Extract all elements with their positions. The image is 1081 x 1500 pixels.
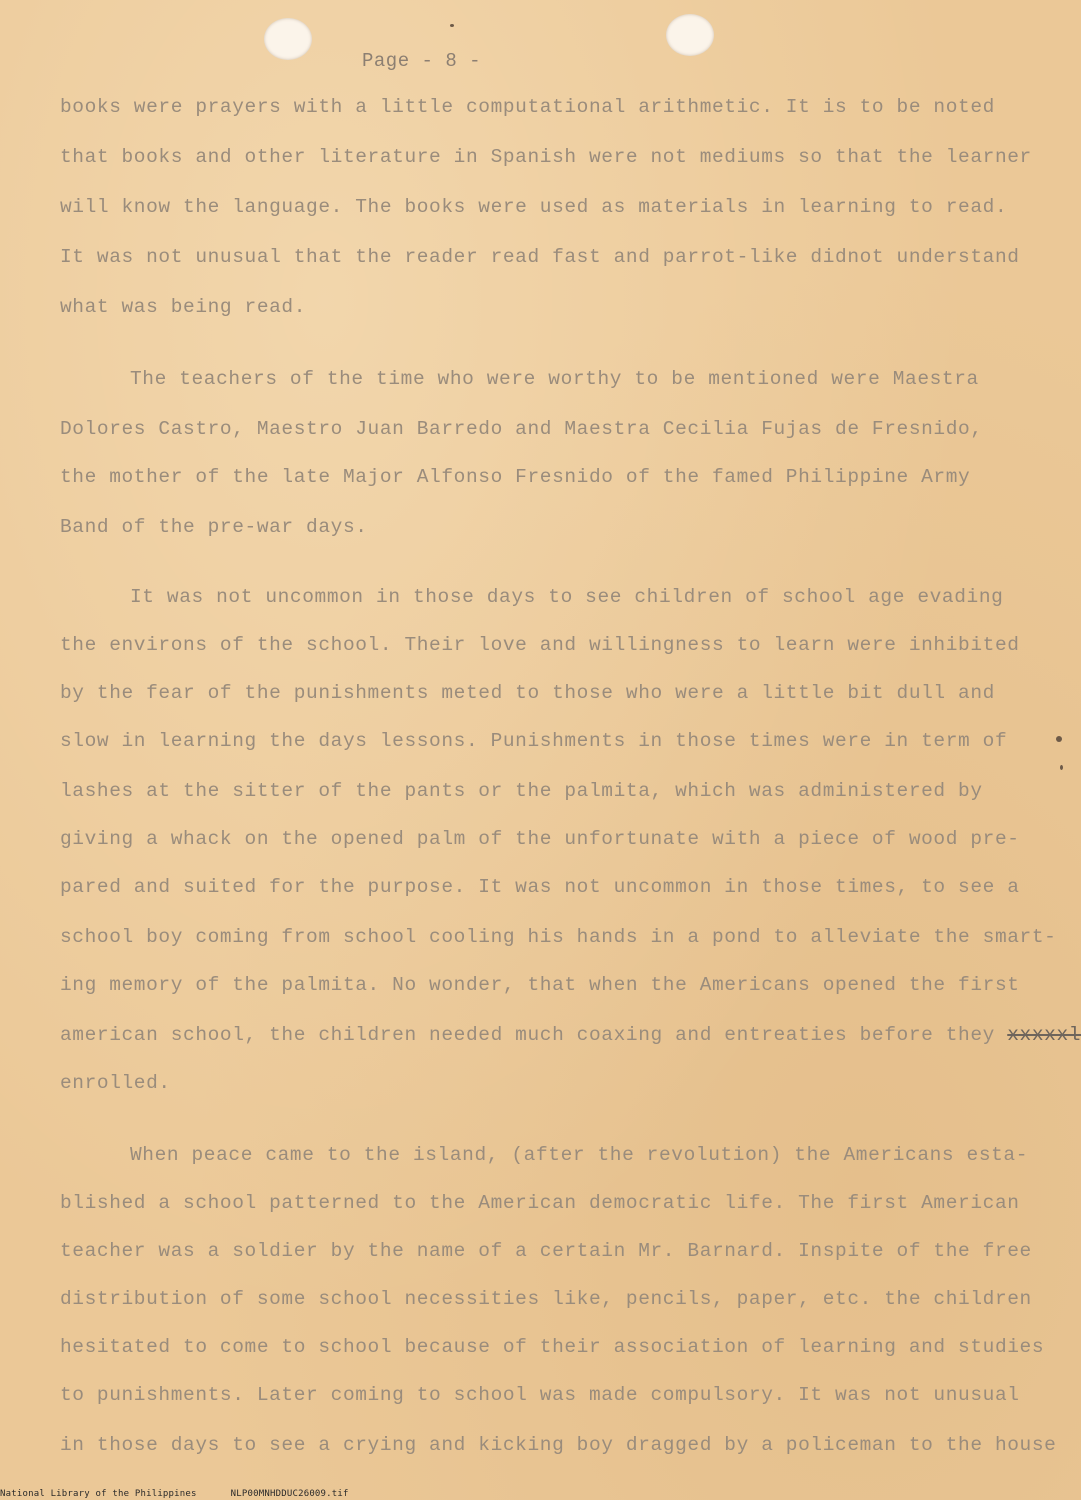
text-line: It was not uncommon in those days to see children of school age evading: [130, 586, 1004, 608]
ink-speck: [1056, 736, 1062, 742]
scan-footer: [0, 1489, 349, 1499]
text-line: giving a whack on the opened palm of the unfortunate with a piece of wood pre-: [60, 828, 1020, 850]
text-line: school boy coming from school cooling his hands in a pond to alleviate the smart-: [60, 926, 1057, 948]
text-line: Band of the pre-war days.: [60, 516, 368, 538]
text-line: in those days to see a crying and kicking boy dragged by a policeman to the house: [60, 1434, 1057, 1456]
library-name: National Library of the Philippines: [0, 1489, 197, 1499]
text-line: slow in learning the days lessons. Punishments in those times were in term of: [60, 730, 1008, 752]
text-line: that books and other literature in Spanish were not mediums so that the learner: [60, 146, 1032, 168]
text-line: by the fear of the punishments meted to those who were a little bit dull and: [60, 682, 995, 704]
text-line: what was being read.: [60, 296, 307, 318]
text-line: enrolled.: [60, 1072, 171, 1094]
text-line: It was not unusual that the reader read fast and parrot-like didnot understand: [60, 246, 1020, 268]
text-line: [60, 1024, 1081, 1046]
text-line: hesitated to come to school because of their association of learning and studies: [60, 1336, 1045, 1358]
punch-hole-right: [666, 14, 714, 56]
ink-speck: [450, 24, 454, 27]
text-line: The teachers of the time who were worthy to be mentioned were Maestra: [130, 368, 979, 390]
text-line: teacher was a soldier by the name of a certain Mr. Barnard. Inspite of the free: [60, 1240, 1032, 1262]
struck-out-text: xxxxxl: [1007, 1024, 1081, 1046]
file-name: NLP00MNHDDUC26009.tif: [230, 1489, 349, 1499]
text-line: the environs of the school. Their love and willingness to learn were inhibited: [60, 634, 1020, 656]
text-line: books were prayers with a little computational arithmetic. It is to be noted: [60, 96, 995, 118]
text-line: distribution of some school necessities like, pencils, paper, etc. the children: [60, 1288, 1032, 1310]
text-line: to punishments. Later coming to school was made compulsory. It was not unusual: [60, 1384, 1020, 1406]
text-line: blished a school patterned to the American democratic life. The first American: [60, 1192, 1020, 1214]
page-header: Page - 8 -: [362, 50, 482, 72]
text-line: When peace came to the island, (after the revolution) the Americans esta-: [130, 1144, 1029, 1166]
line-text: american school, the children needed much coaxing and entreaties before they: [60, 1024, 1008, 1046]
punch-hole-left: [264, 18, 312, 60]
text-line: lashes at the sitter of the pants or the palmita, which was administered by: [60, 780, 983, 802]
text-line: ing memory of the palmita. No wonder, that when the Americans opened the first: [60, 974, 1020, 996]
text-line: Dolores Castro, Maestro Juan Barredo and Maestra Cecilia Fujas de Fresnido,: [60, 418, 983, 440]
text-line: will know the language. The books were used as materials in learning to read.: [60, 196, 1008, 218]
ink-speck: [1060, 765, 1063, 770]
text-line: pared and suited for the purpose. It was not uncommon in those times, to see a: [60, 876, 1020, 898]
text-line: the mother of the late Major Alfonso Fresnido of the famed Philippine Army: [60, 466, 971, 488]
